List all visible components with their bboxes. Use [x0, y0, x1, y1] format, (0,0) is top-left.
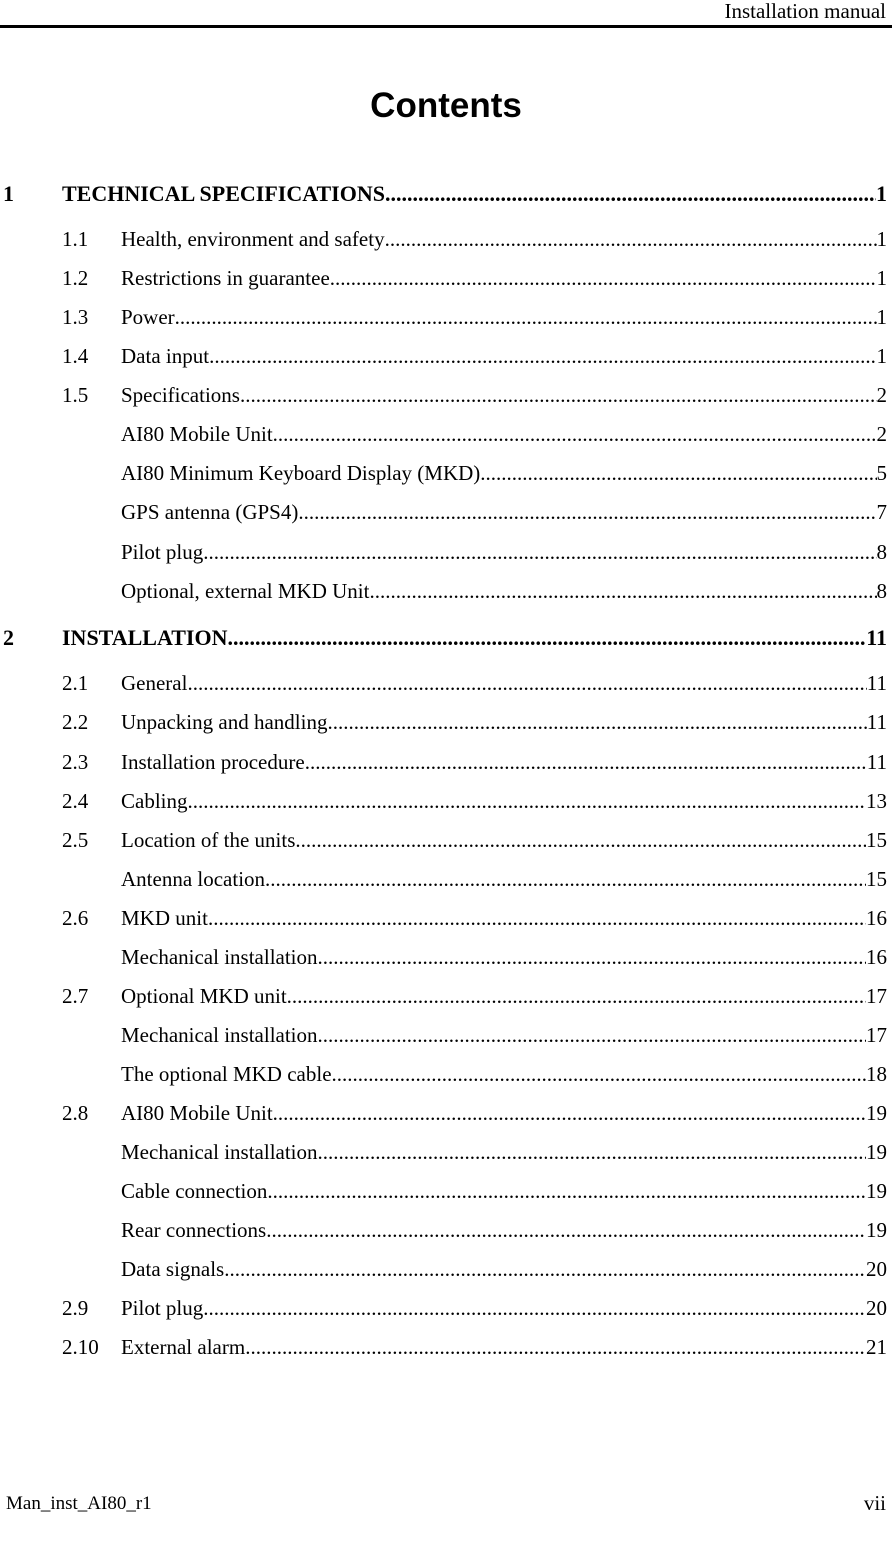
toc-entry-title: AI80 Minimum Keyboard Display (MKD) — [121, 461, 481, 485]
toc-entry-page: 11 — [866, 625, 887, 650]
toc-entry[interactable] — [62, 982, 887, 1010]
toc-entry-number: 2 — [3, 625, 14, 650]
toc-entry-number: 1.3 — [62, 305, 89, 329]
toc-dot-leader — [385, 225, 877, 253]
toc-entry-number: 2.8 — [62, 1101, 89, 1125]
toc-entry[interactable] — [62, 1138, 887, 1166]
toc-entry-title: Pilot plug — [121, 1296, 204, 1320]
toc-entry-page: 11 — [866, 750, 887, 774]
toc-entry-page: 11 — [866, 710, 887, 734]
toc-entry-page: 8 — [876, 540, 887, 564]
toc-entry-number: 2.3 — [62, 750, 89, 774]
toc-dot-leader — [187, 669, 866, 697]
toc-entry-number: 2.1 — [62, 671, 89, 695]
toc-entry-page: 15 — [866, 828, 887, 852]
toc-dot-leader — [318, 1138, 866, 1166]
header-title: Installation manual — [724, 0, 886, 23]
toc-entry[interactable] — [62, 498, 887, 526]
toc-entry[interactable] — [62, 1099, 887, 1127]
toc-entry-title: Restrictions in guarantee — [121, 266, 330, 290]
toc-entry-number: 2.9 — [62, 1296, 89, 1320]
toc-entry-page: 17 — [866, 1023, 887, 1047]
toc-entry-page: 2 — [876, 383, 887, 407]
toc-entry[interactable] — [62, 669, 887, 697]
toc-entry-title: AI80 Mobile Unit — [121, 1101, 273, 1125]
toc-entry[interactable] — [62, 538, 887, 566]
toc-dot-leader — [266, 1216, 866, 1244]
toc-entry-title: Health, environment and safety — [121, 227, 385, 251]
toc-entry[interactable] — [3, 624, 887, 652]
toc-entry-number: 2.6 — [62, 906, 89, 930]
toc-dot-leader — [298, 498, 876, 526]
toc-entry-title: Mechanical installation — [121, 1140, 318, 1164]
toc-dot-leader — [295, 826, 866, 854]
toc-entry-title: Unpacking and handling — [121, 710, 328, 734]
toc-entry-number: 1.4 — [62, 344, 89, 368]
toc-entry[interactable] — [62, 342, 887, 370]
toc-entry-title: General — [121, 671, 188, 695]
toc-entry-page: 16 — [866, 906, 887, 930]
toc-entry[interactable] — [62, 420, 887, 448]
toc-entry[interactable] — [62, 264, 887, 292]
toc-dot-leader — [327, 708, 866, 736]
toc-entry-number: 1 — [3, 181, 14, 206]
toc-dot-leader — [318, 943, 866, 971]
page-title: Contents — [370, 86, 522, 125]
toc-entry-page: 17 — [866, 984, 887, 1008]
toc-entry[interactable] — [62, 225, 887, 253]
toc-entry[interactable] — [62, 1216, 887, 1244]
toc-entry-title: Optional, external MKD Unit — [121, 579, 370, 603]
toc-entry[interactable] — [62, 1294, 887, 1322]
toc-entry-number: 2.2 — [62, 710, 89, 734]
toc-entry[interactable] — [62, 943, 887, 971]
toc-dot-leader — [203, 538, 876, 566]
toc-entry-page: 1 — [876, 181, 887, 206]
toc-entry-title: Mechanical installation — [121, 945, 318, 969]
toc-entry-title: Pilot plug — [121, 540, 204, 564]
toc-dot-leader — [330, 264, 877, 292]
toc-dot-leader — [209, 342, 876, 370]
toc-entry-page: 20 — [866, 1257, 887, 1281]
toc-dot-leader — [227, 624, 866, 652]
toc-entry-title: Data signals — [121, 1257, 225, 1281]
toc-entry-title: Location of the units — [121, 828, 296, 852]
toc-dot-leader — [188, 787, 867, 815]
toc-entry-title: GPS antenna (GPS4) — [121, 500, 299, 524]
toc-entry-page: 18 — [866, 1062, 887, 1086]
toc-entry-page: 19 — [866, 1101, 887, 1125]
toc-dot-leader — [480, 459, 876, 487]
toc-dot-leader — [385, 180, 876, 208]
toc-entry-title: Rear connections — [121, 1218, 267, 1242]
toc-dot-leader — [208, 904, 866, 932]
toc-entry-page: 7 — [876, 500, 887, 524]
toc-entry-title: INSTALLATION — [62, 625, 228, 650]
footer-page-number: vii — [863, 1491, 886, 1515]
toc-entry-page: 1 — [876, 266, 887, 290]
toc-entry-page: 16 — [866, 945, 887, 969]
toc-entry-number: 2.4 — [62, 789, 89, 813]
toc-dot-leader — [318, 1021, 866, 1049]
toc-entry-number: 2.5 — [62, 828, 89, 852]
toc-entry[interactable] — [62, 904, 887, 932]
toc-dot-leader — [287, 982, 866, 1010]
toc-entry-title: Cable connection — [121, 1179, 268, 1203]
toc-entry[interactable] — [62, 1333, 887, 1361]
toc-entry[interactable] — [62, 865, 887, 893]
toc-entry[interactable] — [62, 1177, 887, 1205]
toc-dot-leader — [332, 1060, 866, 1088]
toc-entry-page: 5 — [876, 461, 887, 485]
toc-entry[interactable] — [62, 1255, 887, 1283]
toc-entry-title: Mechanical installation — [121, 1023, 318, 1047]
toc-dot-leader — [245, 1333, 866, 1361]
toc-dot-leader — [240, 381, 877, 409]
toc-entry-page: 19 — [866, 1140, 887, 1164]
toc-entry[interactable] — [62, 787, 887, 815]
footer-doc-id: Man_inst_AI80_r1 — [6, 1493, 152, 1514]
toc-entry-page: 8 — [876, 579, 887, 603]
toc-entry-title: MKD unit — [121, 906, 208, 930]
toc-entry-title: Installation procedure — [121, 750, 305, 774]
toc-entry[interactable] — [62, 1060, 887, 1088]
toc-entry-page: 15 — [866, 867, 887, 891]
toc-entry-title: Optional MKD unit — [121, 984, 287, 1008]
toc-dot-leader — [265, 865, 866, 893]
toc-entry[interactable] — [62, 748, 887, 776]
toc-entry-number: 1.2 — [62, 266, 89, 290]
toc-entry[interactable] — [62, 381, 887, 409]
toc-entry-number: 1.5 — [62, 383, 89, 407]
toc-entry-page: 20 — [866, 1296, 887, 1320]
toc-entry-page: 21 — [866, 1335, 887, 1359]
toc-dot-leader — [224, 1255, 866, 1283]
toc-dot-leader — [175, 303, 877, 331]
toc-entry-title: Specifications — [121, 383, 240, 407]
toc-dot-leader — [369, 577, 876, 605]
toc-entry-title: Cabling — [121, 789, 188, 813]
toc-dot-leader — [203, 1294, 866, 1322]
toc-entry[interactable] — [3, 180, 887, 208]
toc-dot-leader — [273, 420, 877, 448]
toc-entry-title: TECHNICAL SPECIFICATIONS — [62, 181, 385, 206]
toc-entry-number: 2.7 — [62, 984, 89, 1008]
toc-entry[interactable] — [62, 303, 887, 331]
toc-dot-leader — [273, 1099, 866, 1127]
toc-entry[interactable] — [62, 577, 887, 605]
toc-entry-page: 11 — [866, 671, 887, 695]
toc-entry-title: Data input — [121, 344, 210, 368]
toc-entry-title: AI80 Mobile Unit — [121, 422, 273, 446]
toc-entry-page: 19 — [866, 1218, 887, 1242]
toc-entry-number: 2.10 — [62, 1335, 99, 1359]
toc-entry-number: 1.1 — [62, 227, 89, 251]
toc-entry[interactable] — [62, 708, 887, 736]
toc-entry-page: 2 — [876, 422, 887, 446]
toc-entry-page: 1 — [876, 305, 887, 329]
toc-entry-page: 19 — [866, 1179, 887, 1203]
toc-entry-title: The optional MKD cable — [121, 1062, 332, 1086]
toc-entry-page: 13 — [866, 789, 887, 813]
toc-entry-title: External alarm — [121, 1335, 246, 1359]
toc-entry[interactable] — [62, 826, 887, 854]
toc-entry-title: Power — [121, 305, 175, 329]
toc-entry-page: 1 — [876, 344, 887, 368]
toc-entry-title: Antenna location — [121, 867, 266, 891]
toc-entry-page: 1 — [876, 227, 887, 251]
toc-entry[interactable] — [62, 1021, 887, 1049]
toc-dot-leader — [267, 1177, 866, 1205]
toc-dot-leader — [305, 748, 867, 776]
toc-entry[interactable] — [62, 459, 887, 487]
